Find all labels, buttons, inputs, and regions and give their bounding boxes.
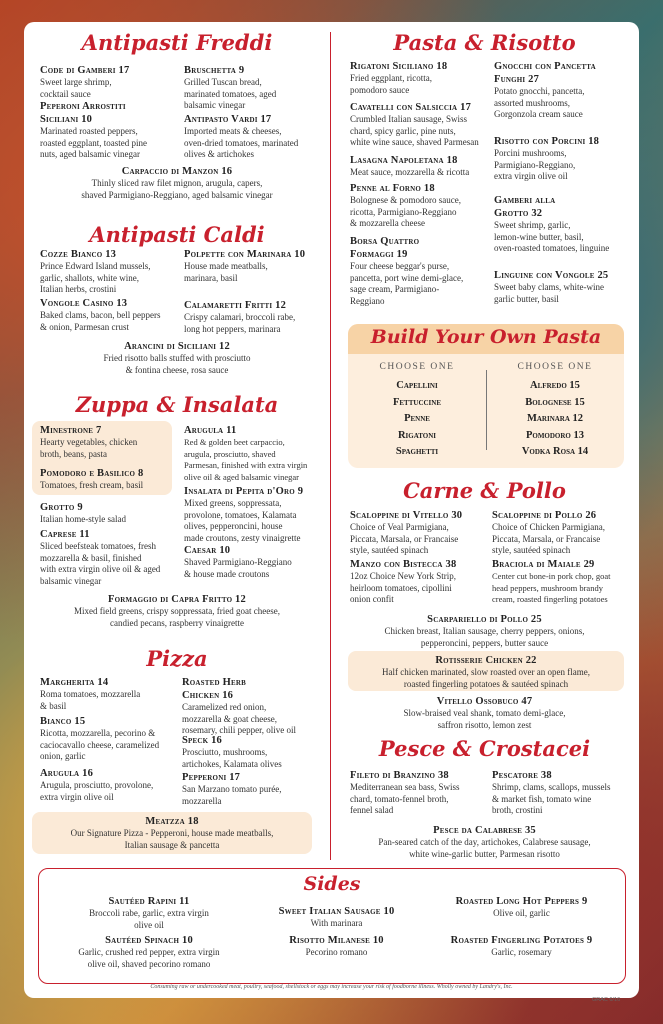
menu-item [40, 64, 180, 100]
menu-item [40, 424, 176, 460]
item-name: Risotto Milanese 10 [289, 935, 384, 946]
item-desc: Garlic, rosemary [491, 947, 552, 957]
item-desc: Thinly sliced raw filet mignon, arugula, capers, shaved Parmigiano-Reggiano, aged balsamic vinegar [81, 178, 273, 200]
item-name: Scarpariello di Pollo 25 [427, 614, 542, 625]
item-name: Minestrone 7 [40, 425, 102, 436]
item-desc: Choice of Veal Parmigiana, Piccata, Marsala, or Francaise style, sautéed spinach [350, 522, 459, 555]
byo-sauce-list [486, 378, 624, 461]
menu-item [350, 60, 490, 96]
menu-item [494, 60, 634, 121]
item-name: Bruschetta 9 [184, 65, 245, 76]
sides-heading: Sides [303, 873, 361, 895]
item-name: Roasted Long Hot Peppers 9 [455, 896, 588, 907]
menu-item [184, 113, 324, 161]
antipasti-freddi-heading: Antipasti Freddi [81, 30, 273, 55]
item-name: Arugula 16 [40, 768, 94, 779]
item-desc: House made meatballs, marinara, basil [184, 261, 268, 283]
item-desc: Imported meats & cheeses, oven-dried tomatoes, marinated olives & artichokes [184, 126, 299, 159]
item-desc: Arugula, prosciutto, provolone, extra virgin olive oil [40, 780, 154, 802]
item-desc: Chicken breast, Italian sausage, cherry peppers, onions, pepperoncini, peppers, butter sauce [384, 626, 585, 648]
item-name: Sweet Italian Sausage 10 [278, 906, 395, 917]
item-desc: Sweet large shrimp, cocktail sauce [40, 77, 112, 99]
pasta-heading: Pasta & Risotto [393, 30, 576, 55]
menu-item [40, 767, 180, 803]
menu-item [350, 101, 495, 149]
item-name: Peperoni Arrostiti Siciliani 10 [40, 101, 126, 125]
item-name: Antipasto Vardi 17 [184, 114, 272, 125]
item-name: Sautéed Spinach 10 [105, 935, 193, 946]
item-desc: Four cheese beggar's purse, pancetta, port wine demi-glace, sage cream, Parmigiano- Reggiano [350, 261, 464, 306]
item-name: Insalata di Pepita d'Oro 9 [184, 486, 304, 497]
menu-item [492, 769, 634, 817]
item-name: Arancini di Siciliani 12 [124, 341, 230, 352]
item-name: Cavatelli con Salsiccia 17 [350, 102, 472, 113]
menu-item [59, 895, 239, 931]
item-desc: Sweet baby clams, white-wine garlic butter, basil [494, 282, 604, 304]
item-desc: Baked clams, bacon, bell peppers & onion, Parmesan crust [40, 310, 161, 332]
item-name: Scaloppine di Vitello 30 [350, 510, 463, 521]
item-desc: 12oz Choice New York Strip, heirloom tomatoes, cipollini onion confit [350, 571, 456, 604]
list-item: Rigatoni [397, 429, 437, 441]
build-your-own-pasta [348, 324, 624, 468]
list-item: Penne [404, 413, 430, 424]
pizza-heading: Pizza [146, 646, 208, 671]
item-name: Margherita 14 [40, 677, 109, 688]
menu-item [24, 165, 330, 201]
item-desc: Pecorino romano [305, 947, 368, 957]
item-desc: Meat sauce, mozzarella & ricotta [350, 167, 470, 177]
menu-item [350, 154, 495, 179]
item-name: Arugula 11 [184, 425, 237, 436]
sides-section [38, 868, 626, 984]
item-desc: Olive oil, garlic [493, 908, 550, 918]
item-name: Caprese 11 [40, 529, 90, 540]
menu-item [184, 248, 330, 284]
item-desc: With marinara [310, 918, 363, 928]
item-desc: Garlic, crushed red pepper, extra virgin olive oil, shaved pecorino romano [78, 947, 220, 969]
item-desc: Roma tomatoes, mozzarella & basil [40, 689, 141, 711]
menu-item [40, 248, 180, 296]
byo-pasta-list [348, 378, 486, 461]
item-desc: Shrimp, clams, scallops, mussels & market fish, tomato wine broth, crostini [492, 782, 611, 815]
menu-item [24, 340, 330, 376]
item-name: Risotto con Porcini 18 [494, 136, 600, 147]
item-name: Code di Gamberi 17 [40, 65, 130, 76]
item-desc: Prince Edward Island mussels, garlic, shallots, white wine, Italian herbs, crostini [40, 261, 151, 294]
item-name: Roasted Fingerling Potatoes 9 [450, 935, 593, 946]
list-item: Alfredo 15 [530, 380, 580, 391]
item-desc: Broccoli rabe, garlic, extra virgin olive oil [89, 908, 209, 930]
menu-item [330, 613, 639, 649]
menu-item [40, 501, 180, 526]
item-name: Calamaretti Fritti 12 [184, 300, 287, 311]
item-desc: Crumbled Italian sausage, Swiss chard, spicy garlic, pine nuts, white wine sauce, shaved Parmesan [350, 114, 479, 147]
item-desc: Red & golden beet carpaccio, arugula, prosciutto, shaved Parmesan, finished with extra virgin olive oil & aged balsamic vinegar [184, 437, 308, 482]
list-item: Spaghetti [395, 446, 439, 457]
item-name: Manzo con Bistecca 38 [350, 559, 457, 570]
item-name: Pomodoro e Basilico 8 [40, 468, 144, 479]
menu-item [494, 194, 634, 255]
menu-item [429, 934, 614, 959]
item-name: Sautéed Rapini 11 [108, 896, 190, 907]
menu-item [24, 593, 330, 629]
menu-item [182, 771, 330, 807]
menu-item [249, 934, 424, 959]
list-item: Bolognese 15 [525, 396, 585, 408]
item-name: Gnocchi con Pancetta Funghi 27 [494, 61, 596, 85]
item-desc: Mixed greens, soppressata, provolone, tomatoes, Kalamata olives, pepperoncini, house made croutons, zesty vinaigrette [184, 498, 301, 543]
list-item: Pomodoro 13 [525, 429, 585, 441]
list-item: Vodka Rosa 14 [521, 446, 589, 457]
menu-paper [24, 22, 639, 1003]
item-desc: Choice of Chicken Parmigiana, Piccata, Marsala, or Francaise style, sautéed spinach [492, 522, 605, 555]
item-name: Scaloppine di Pollo 26 [492, 510, 597, 521]
menu-item [59, 934, 239, 970]
item-desc: Our Signature Pizza - Pepperoni, house made meatballs, Italian sausage & pancetta [70, 828, 274, 850]
menu-item [494, 269, 634, 305]
list-item: Capellini [396, 380, 438, 391]
item-name: Pepperoni 17 [182, 772, 241, 783]
item-name: Formaggio di Capra Fritto 12 [108, 594, 246, 605]
item-desc: Marinated roasted peppers, roasted eggplant, toasted pine nuts, aged balsamic vinegar [40, 126, 147, 159]
menu-item [40, 676, 180, 712]
item-desc: Sliced beefsteak tomatoes, fresh mozzarella & basil, finished with extra virgin olive oil & aged balsamic vinegar [40, 541, 161, 586]
carne-heading: Carne & Pollo [403, 478, 566, 503]
item-name: Lasagna Napoletana 18 [350, 155, 458, 166]
menu-item [32, 815, 312, 851]
menu-item [40, 100, 180, 161]
byo-choose-pasta: CHOOSE ONE [379, 362, 455, 372]
item-name: Polpette con Marinara 10 [184, 249, 306, 260]
item-name: Pescatore 38 [492, 770, 552, 781]
byo-heading: Build Your Own Pasta [370, 326, 602, 348]
byo-choose-sauce: CHOOSE ONE [517, 362, 593, 372]
item-name: Braciola di Maiale 29 [492, 559, 595, 570]
item-desc: Caramelized red onion, mozzarella & goat cheese, rosemary, chili pepper, olive oil [182, 702, 297, 735]
list-item: Marinara 12 [526, 413, 584, 424]
item-name: Pesce da Calabrese 35 [433, 825, 536, 836]
item-desc: Shaved Parmigiano-Reggiano & house made croutons [184, 557, 292, 579]
menu-item [40, 467, 176, 492]
item-desc: Slow-braised veal shank, tomato demi-glace, saffron risotto, lemon zest [403, 708, 566, 730]
item-desc: Mixed field greens, crispy soppressata, fried goat cheese, candied pecans, raspberry vinaigrette [74, 606, 280, 628]
menu-item [350, 769, 492, 817]
menu-item [330, 695, 639, 731]
item-desc: Grilled Tuscan bread, marinated tomatoes, aged balsamic vinegar [184, 77, 277, 110]
item-name: Vitello Ossobuco 47 [436, 696, 533, 707]
item-desc: Hearty vegetables, chicken broth, beans, pasta [40, 437, 138, 459]
item-desc: Center cut bone-in pork chop, goat head peppers, mushroom brandy cream, roasted fingerling potatoes [492, 571, 611, 604]
item-desc: Half chicken marinated, slow roasted over an open flame, roasted fingerling potatoes & sautéed spinach [382, 667, 590, 689]
item-desc: Sweet shrimp, garlic, lemon-wine butter, basil, oven-roasted tomatoes, linguine [494, 220, 610, 253]
item-name: Speck 16 [182, 735, 223, 746]
menu-item [492, 509, 634, 557]
item-name: Caesar 10 [184, 545, 231, 556]
item-desc: Ricotta, mozzarella, pecorino & caciocavallo cheese, caramelized onion, garlic [40, 728, 160, 761]
menu-item [350, 558, 490, 606]
menu-item [249, 905, 424, 930]
item-name: Penne al Forno 18 [350, 183, 435, 194]
item-desc: Porcini mushrooms, Parmigiano-Reggiano, extra virgin olive oil [494, 148, 576, 181]
menu-item [40, 715, 180, 763]
item-desc: Fried eggplant, ricotta, pomodoro sauce [350, 73, 432, 95]
item-desc: Fried risotto balls stuffed with prosciutto & fontina cheese, rosa sauce [103, 353, 251, 375]
zuppa-heading: Zuppa & Insalata [75, 392, 279, 417]
menu-item [184, 424, 330, 483]
item-name: Carpaccio di Manzon 16 [121, 166, 233, 177]
item-name: Bianco 15 [40, 716, 86, 727]
menu-item [184, 299, 330, 335]
disclaimer: Consuming raw or undercooked meat, poultry, seafood, shellstock or eggs may increase your risk of foodborne illness. Wholly owned by Landry's, Inc. [150, 984, 513, 990]
menu-item [350, 235, 495, 307]
item-desc: Italian home-style salad [40, 514, 126, 524]
menu-item [184, 544, 330, 580]
item-desc: Potato gnocchi, pancetta, assorted mushrooms, Gorgonzola cream sauce [494, 86, 585, 119]
menu-item [182, 734, 330, 770]
menu-item [494, 135, 634, 183]
item-desc: Tomatoes, fresh cream, basil [40, 480, 144, 490]
menu-item [184, 485, 330, 544]
item-desc: Pan-seared catch of the day, artichokes, Calabrese sausage, white wine-garlic butter, Parmesan risotto [378, 837, 591, 859]
menu-item [40, 297, 180, 333]
item-name: Cozze Bianco 13 [40, 249, 117, 260]
item-name: Gamberi alla Grotto 32 [494, 195, 556, 219]
item-name: Grotto 9 [40, 502, 83, 513]
menu-item [348, 654, 624, 690]
item-desc: Bolognese & pomodoro sauce, ricotta, Parmigiano-Reggiano & mozzarella cheese [350, 195, 461, 228]
item-name: Roasted Herb Chicken 16 [182, 677, 246, 701]
menu-item [40, 528, 180, 587]
item-name: Rotisserie Chicken 22 [435, 655, 537, 666]
antipasti-caldi-heading: Antipasti Caldi [89, 222, 265, 247]
item-desc: Prosciutto, mushrooms, artichokes, Kalamata olives [182, 747, 282, 769]
menu-item [184, 64, 324, 112]
menu-item [330, 824, 639, 860]
menu-item [350, 182, 495, 230]
menu-item [350, 509, 490, 557]
list-item: Fettuccine [392, 396, 442, 408]
item-name: Borsa Quattro Formaggi 19 [350, 236, 420, 260]
item-desc: Crispy calamari, broccoli rabe, long hot peppers, marinara [184, 312, 296, 334]
item-name: Rigatoni Siciliano 18 [350, 61, 448, 72]
print-code: GRAC 6/16 [592, 997, 621, 1003]
menu-item [182, 676, 330, 737]
item-name: Fileto di Branzino 38 [350, 770, 449, 781]
menu-item [429, 895, 614, 920]
item-desc: Mediterranean sea bass, Swiss chard, tomato-fennel broth, fennel salad [350, 782, 460, 815]
item-desc: San Marzano tomato purée, mozzarella [182, 784, 282, 806]
item-name: Vongole Casino 13 [40, 298, 128, 309]
item-name: Linguine con Vongole 25 [494, 270, 609, 281]
pesce-heading: Pesce & Crostacei [378, 736, 591, 761]
item-name: Meatzza 18 [145, 816, 199, 827]
menu-item [492, 558, 634, 606]
